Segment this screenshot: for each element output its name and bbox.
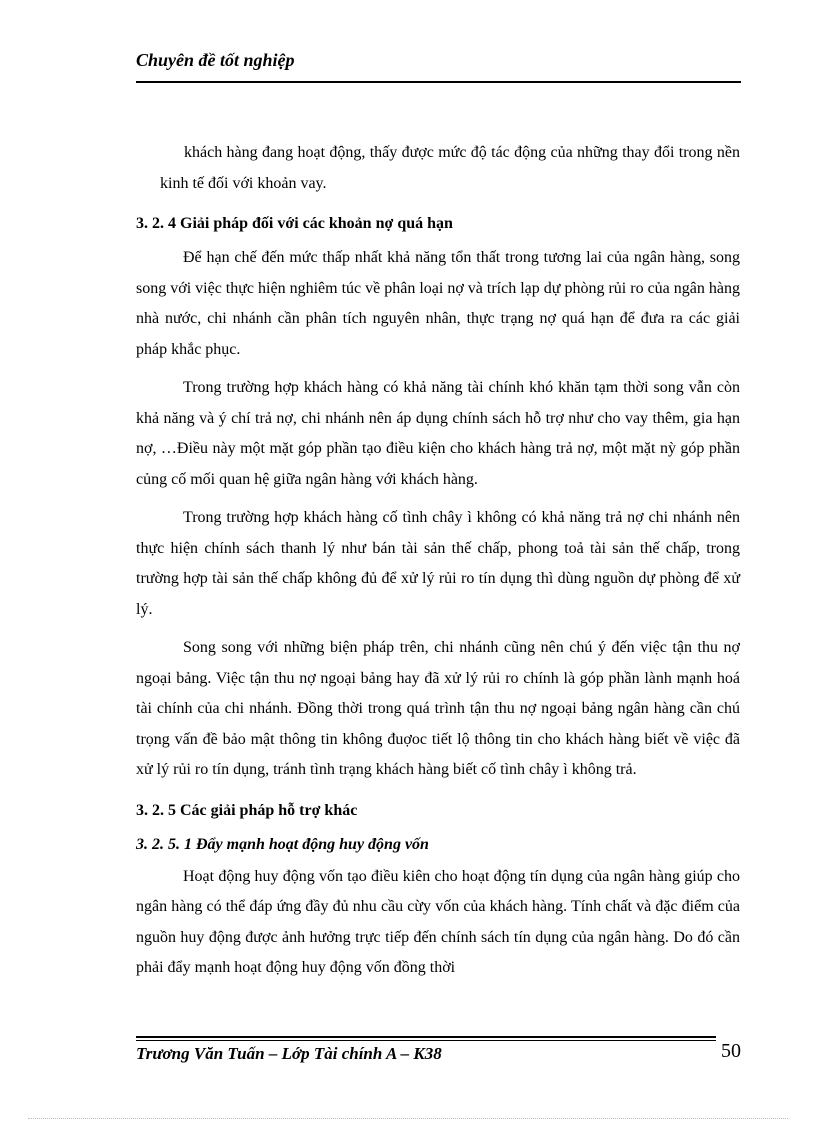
paragraph: Trong trường hợp khách hàng có khả năng tài chính khó khăn tạm thời song vẫn còn khả năng và ý chí trả nợ, chi nhánh nên áp dụng chính sách hỗ trợ như cho vay thêm, gia hạn nợ, …Điều này một mặt góp phần tạo điều kiện cho khách hàng trả nợ, một mặt nỳ góp phần củng cố mối quan hệ giữa ngân hàng với khách hàng. <box>136 379 740 488</box>
paragraph: Trong trường hợp khách hàng cố tình chây ì không có khả năng trả nợ chi nhánh nên thực hiện chính sách thanh lý như bán tài sản thế chấp, phong toả tài sản thế chấp, trong trường hợp tài sản thế chấp không đủ để xử lý rủi ro tín dụng thì dùng nguồn dự phòng để xử lý. <box>136 509 740 618</box>
paragraph-continuation: khách hàng đang hoạt động, thấy được mức độ tác động của những thay đổi trong nền kinh tế đối với khoản vay. <box>160 144 740 192</box>
page-bottom-divider <box>28 1118 788 1119</box>
paragraph: Hoạt động huy động vốn tạo điều kiên cho hoạt động tín dụng của ngân hàng giúp cho ngân hàng có thể đáp ứng đầy đủ nhu cầu cừy vốn của khách hàng. Tính chất và đặc điểm của nguồn huy động được ảnh hưởng trực tiếp đến chính sách tín dụng của ngân hàng. Do đó cần phải đẩy mạnh hoạt động huy động vốn đồng thời <box>136 867 740 976</box>
footer-rule-thick <box>136 1036 716 1038</box>
section-heading-3-2-5: 3. 2. 5 Các giải pháp hỗ trợ khác <box>136 801 358 819</box>
footer-author: Trương Văn Tuấn – Lớp Tài chính A – K38 <box>136 1044 442 1063</box>
footer-rule-thin <box>136 1040 716 1041</box>
page-content <box>136 138 740 992</box>
page-number: 50 <box>721 1040 741 1062</box>
paragraph: Để hạn chế đến mức thấp nhất khả năng tổn thất trong tương lai của ngân hàng, song song với việc thực hiện nghiêm túc về phân loại nợ và trích lạp dự phòng rủi ro của ngân hàng nhà nước, chi nhánh cần phân tích nguyên nhân, thực trạng nợ quá hạn để đưa ra các giải pháp khắc phục. <box>136 249 740 358</box>
subsection-heading-3-2-5-1: 3. 2. 5. 1 Đẩy mạnh hoạt động huy động vốn <box>136 835 429 853</box>
page-header <box>136 48 741 72</box>
header-rule <box>136 81 741 83</box>
header-title: Chuyên đề tốt nghiệp <box>136 50 295 70</box>
page-footer <box>136 1036 741 1070</box>
section-heading-3-2-4: 3. 2. 4 Giải pháp đối với các khoản nợ quá hạn <box>136 215 453 232</box>
paragraph: Song song với những biện pháp trên, chi nhánh cũng nên chú ý đến việc tận thu nợ ngoại bảng. Việc tận thu nợ ngoại bảng hay đã xử lý rủi ro chính là góp phần lành mạnh hoá tài chính của chi nhánh. Đồng thời trong quá trình tận thu nợ ngoại bảng ngân hàng cần chú trọng vấn đề bảo mật thông tin không đuợoc tiết lộ thông tin cho khách hàng biết về việc đã xử lý rủi ro tín dụng, tránh tình trạng khách hàng biết cố tình chây ì không trả. <box>136 639 740 778</box>
